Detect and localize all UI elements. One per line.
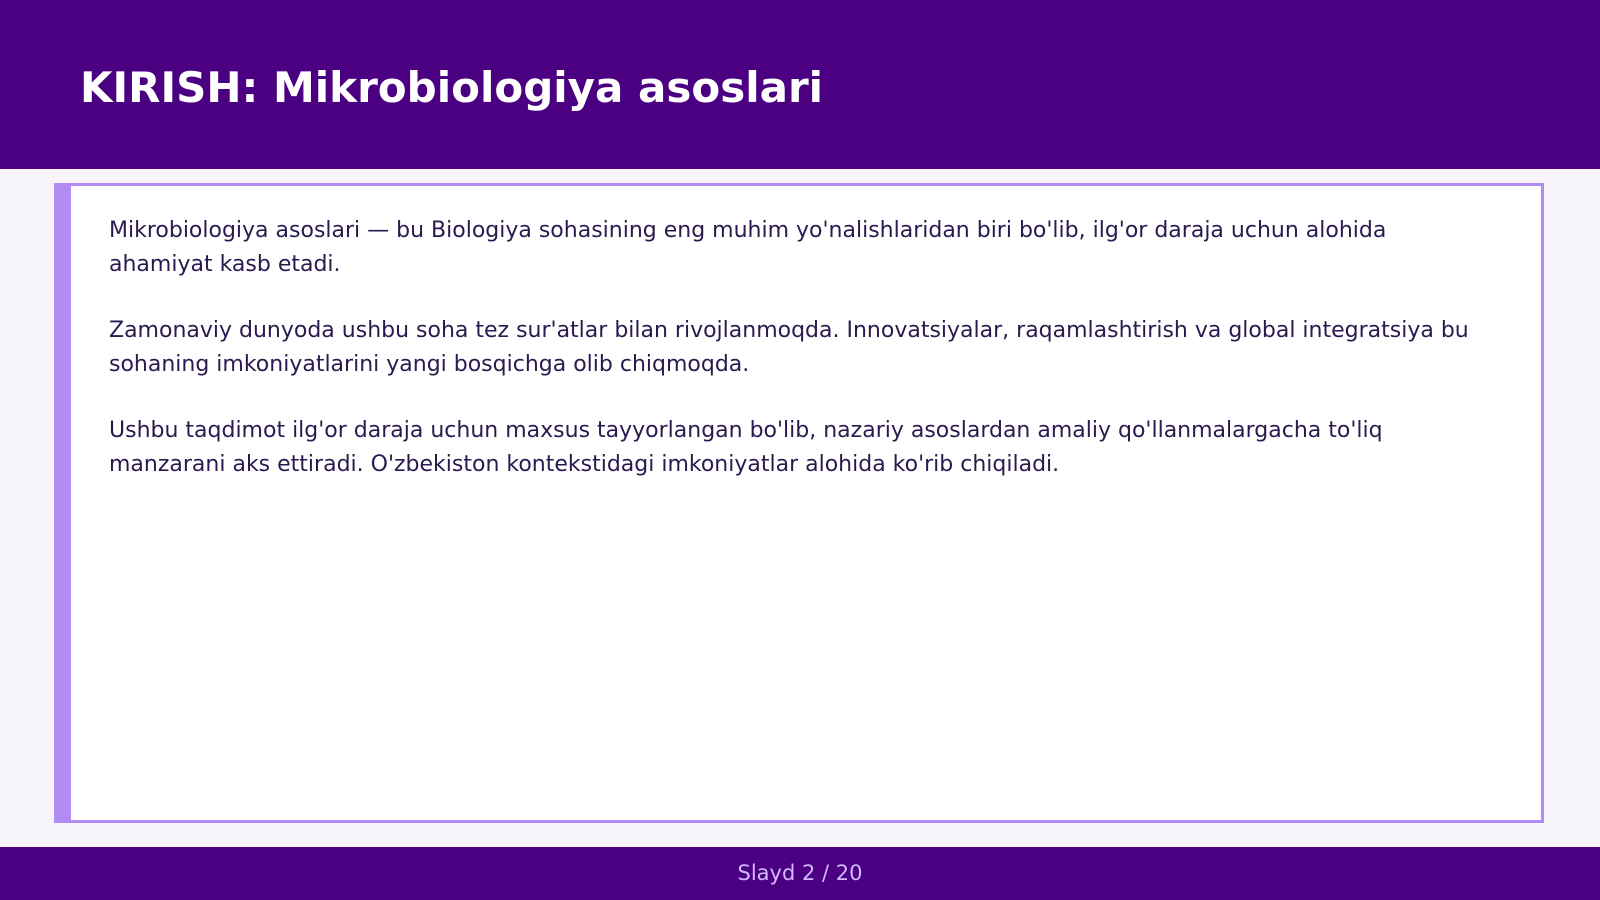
paragraph-introduction: Mikrobiologiya asoslari — bu Biologiya sohasining eng muhim yo'nalishlaridan biri bo'lib, ilg'or daraja uchun alohida ahamiyat kasb etadi.	[109, 218, 1387, 277]
content-card	[54, 183, 1544, 823]
slide-footer	[0, 847, 1600, 900]
slide-header	[0, 0, 1600, 169]
slide-counter: Slayd 2 / 20	[737, 861, 863, 885]
paragraph-presentation-purpose: Ushbu taqdimot ilg'or daraja uchun maxsus tayyorlangan bo'lib, nazariy asoslardan amaliy qo'llanmalargacha to'liq manzarani aks ettiradi. O'zbekiston kontekstidagi imkoniyatlar alohida ko'rib chiqiladi.	[109, 418, 1383, 477]
content-text-area	[109, 214, 1489, 514]
slide-title: KIRISH: Mikrobiologiya asoslari	[80, 63, 824, 112]
paragraph-modern-development: Zamonaviy dunyoda ushbu soha tez sur'atlar bilan rivojlanmoqda. Innovatsiyalar, raqamlashtirish va global integratsiya bu sohaning imkoniyatlarini yangi bosqichga olib chiqmoqda.	[109, 318, 1469, 377]
